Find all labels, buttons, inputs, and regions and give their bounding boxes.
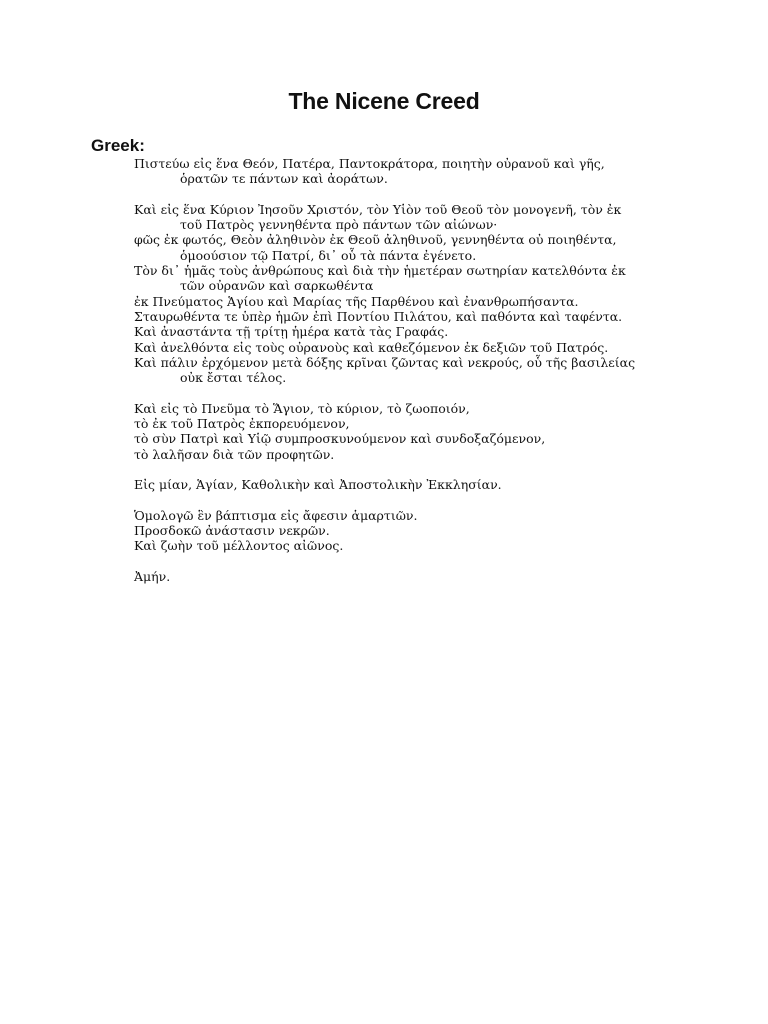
stanza-son: [134, 202, 694, 386]
text-line: φῶς ἐκ φωτός, Θεὸν ἀληθινὸν ἐκ Θεοῦ ἀληθινοῦ, γεννηθέντα οὐ ποιηθέντα,: [134, 232, 617, 248]
stanza-spirit: [134, 401, 694, 462]
text-line: Εἰς μίαν, Ἁγίαν, Καθολικὴν καὶ Ἀποστολικὴν Ἐκκλησίαν.: [134, 477, 502, 493]
section-label-greek: Greek:: [91, 136, 145, 155]
text-line: Σταυρωθέντα τε ὑπὲρ ἡμῶν ἐπὶ Ποντίου Πιλάτου, καὶ παθόντα καὶ ταφέντα.: [134, 308, 623, 324]
text-line: Καὶ ἀνελθόντα εἰς τοὺς οὐρανοὺς καὶ καθεζόμενον ἐκ δεξιῶν τοῦ Πατρός.: [134, 339, 609, 355]
stanza-baptism: [134, 508, 694, 554]
text-line: ὁμοούσιον τῷ Πατρί, δι᾽ οὗ τὰ πάντα ἐγένετο.: [180, 247, 477, 263]
creed-text: [134, 156, 694, 600]
text-line: Ἀμήν.: [134, 569, 171, 585]
text-line: τὸ σὺν Πατρὶ καὶ Υἱῷ συμπροσκυνούμενον καὶ συνδοξαζόμενον,: [134, 431, 546, 447]
text-line: Καὶ ἀναστάντα τῇ τρίτῃ ἡμέρα κατὰ τὰς Γραφάς.: [134, 324, 449, 340]
text-line: τὸ λαλῆσαν διὰ τῶν προφητῶν.: [134, 446, 335, 462]
stanza-amen: [134, 569, 694, 584]
text-line: τῶν οὐρανῶν καὶ σαρκωθέντα: [180, 278, 374, 294]
text-line: Καὶ ζωὴν τοῦ μέλλοντος αἰῶνος.: [134, 538, 344, 554]
text-line: τὸ ἐκ τοῦ Πατρὸς ἐκπορευόμενον,: [134, 416, 350, 432]
text-line: Καὶ εἰς τὸ Πνεῦμα τὸ Ἅγιον, τὸ κύριον, τὸ ζωοποιόν,: [134, 400, 470, 416]
text-line: Προσδοκῶ ἀνάστασιν νεκρῶν.: [134, 523, 330, 539]
text-line: Ὁμολογῶ ἓν βάπτισμα εἰς ἄφεσιν ἁμαρτιῶν.: [134, 507, 418, 523]
stanza-father: [134, 156, 694, 187]
text-line: Καὶ εἰς ἕνα Κύριον Ἰησοῦν Χριστόν, τὸν Υἱὸν τοῦ Θεοῦ τὸν μονογενῆ, τὸν ἐκ: [134, 201, 622, 217]
page-title: The Nicene Creed: [288, 88, 480, 114]
text-line: ἐκ Πνεύματος Ἁγίου καὶ Μαρίας τῆς Παρθένου καὶ ἐνανθρωπήσαντα.: [134, 293, 579, 309]
text-line: Καὶ πάλιν ἐρχόμενον μετὰ δόξης κρῖναι ζῶντας καὶ νεκρούς, οὗ τῆς βασιλείας: [134, 354, 636, 370]
text-line: Πιστεύω εἰς ἕνα Θεόν, Πατέρα, Παντοκράτορα, ποιητὴν οὐρανοῦ καὶ γῆς,: [134, 156, 605, 171]
stanza-church: [134, 477, 694, 492]
text-line: οὐκ ἔσται τέλος.: [180, 370, 287, 386]
text-line: τοῦ Πατρὸς γεννηθέντα πρὸ πάντων τῶν αἰώνων·: [180, 217, 498, 233]
text-line: ὁρατῶν τε πάντων καὶ ἀοράτων.: [180, 171, 388, 187]
text-line: Τὸν δι᾽ ἡμᾶς τοὺς ἀνθρώπους καὶ διὰ τὴν ἡμετέραν σωτηρίαν κατελθόντα ἐκ: [134, 263, 626, 279]
